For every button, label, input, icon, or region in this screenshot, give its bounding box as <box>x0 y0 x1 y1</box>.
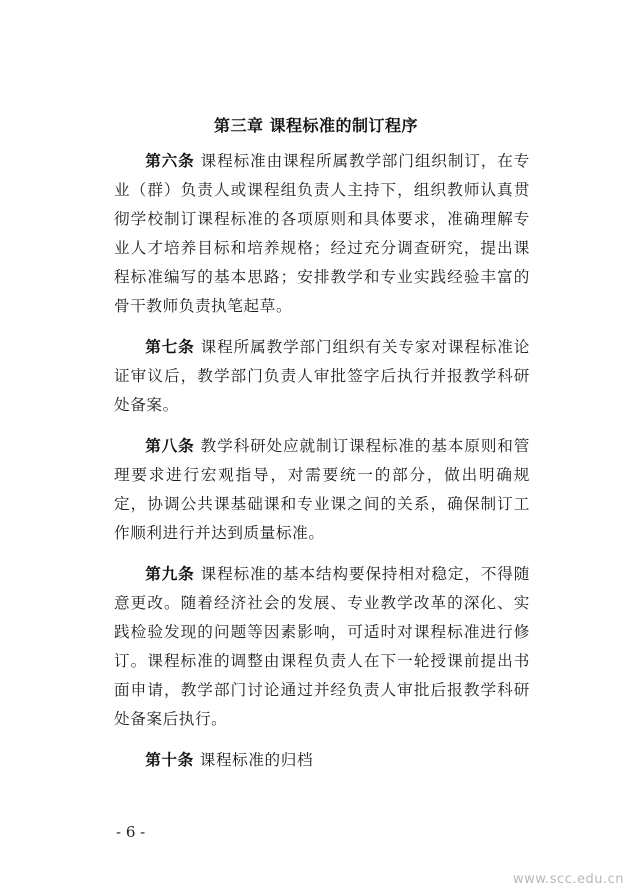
article-text: 教学科研处应就制订课程标准的基本原则和管理要求进行宏观指导，对需要统一的部分，做出明确规定，协调公共课基础课和专业课之间的关系，确保制订工作顺利进行并达到质量标准。 <box>114 437 530 542</box>
article-number: 第七条 <box>145 338 195 356</box>
chapter-title: 第三章 课程标准的制订程序 <box>213 116 419 135</box>
article-text: 课程标准的基本结构要保持相对稳定，不得随意更改。随着经济社会的发展、专业教学改革的深化、实践检验发现的问题等因素影响，可适时对课程标准进行修订。课程标准的调整由课程负责人在下一轮授课前提出书面申请，教学部门讨论通过并经负责人审批后报教学科研处备案后执行。 <box>114 565 530 728</box>
article-7 <box>114 333 530 420</box>
article-list <box>114 147 530 787</box>
article-text: 课程标准的归档 <box>199 751 314 769</box>
article-9 <box>114 560 530 734</box>
article-number: 第六条 <box>145 152 195 170</box>
article-6 <box>114 147 530 321</box>
site-watermark: www.scc.edu.cn <box>512 872 624 887</box>
article-text: 课程标准由课程所属教学部门组织制订，在专业（群）负责人或课程组负责人主持下，组织教师认真贯彻学校制订课程标准的各项原则和具体要求，准确理解专业人才培养目标和培养规格；经过充分调查研究，提出课程标准编写的基本思路；安排教学和专业实践经验丰富的骨干教师负责执笔起草。 <box>114 152 530 315</box>
article-8 <box>114 432 530 548</box>
article-10 <box>114 746 530 775</box>
article-number: 第九条 <box>145 565 195 583</box>
article-number: 第八条 <box>145 437 195 455</box>
page-number: - 6 - <box>116 823 146 841</box>
article-number: 第十条 <box>145 751 194 769</box>
article-text: 课程所属教学部门组织有关专家对课程标准论证审议后，教学部门负责人审批签字后执行并报教学科研处备案。 <box>114 338 530 414</box>
